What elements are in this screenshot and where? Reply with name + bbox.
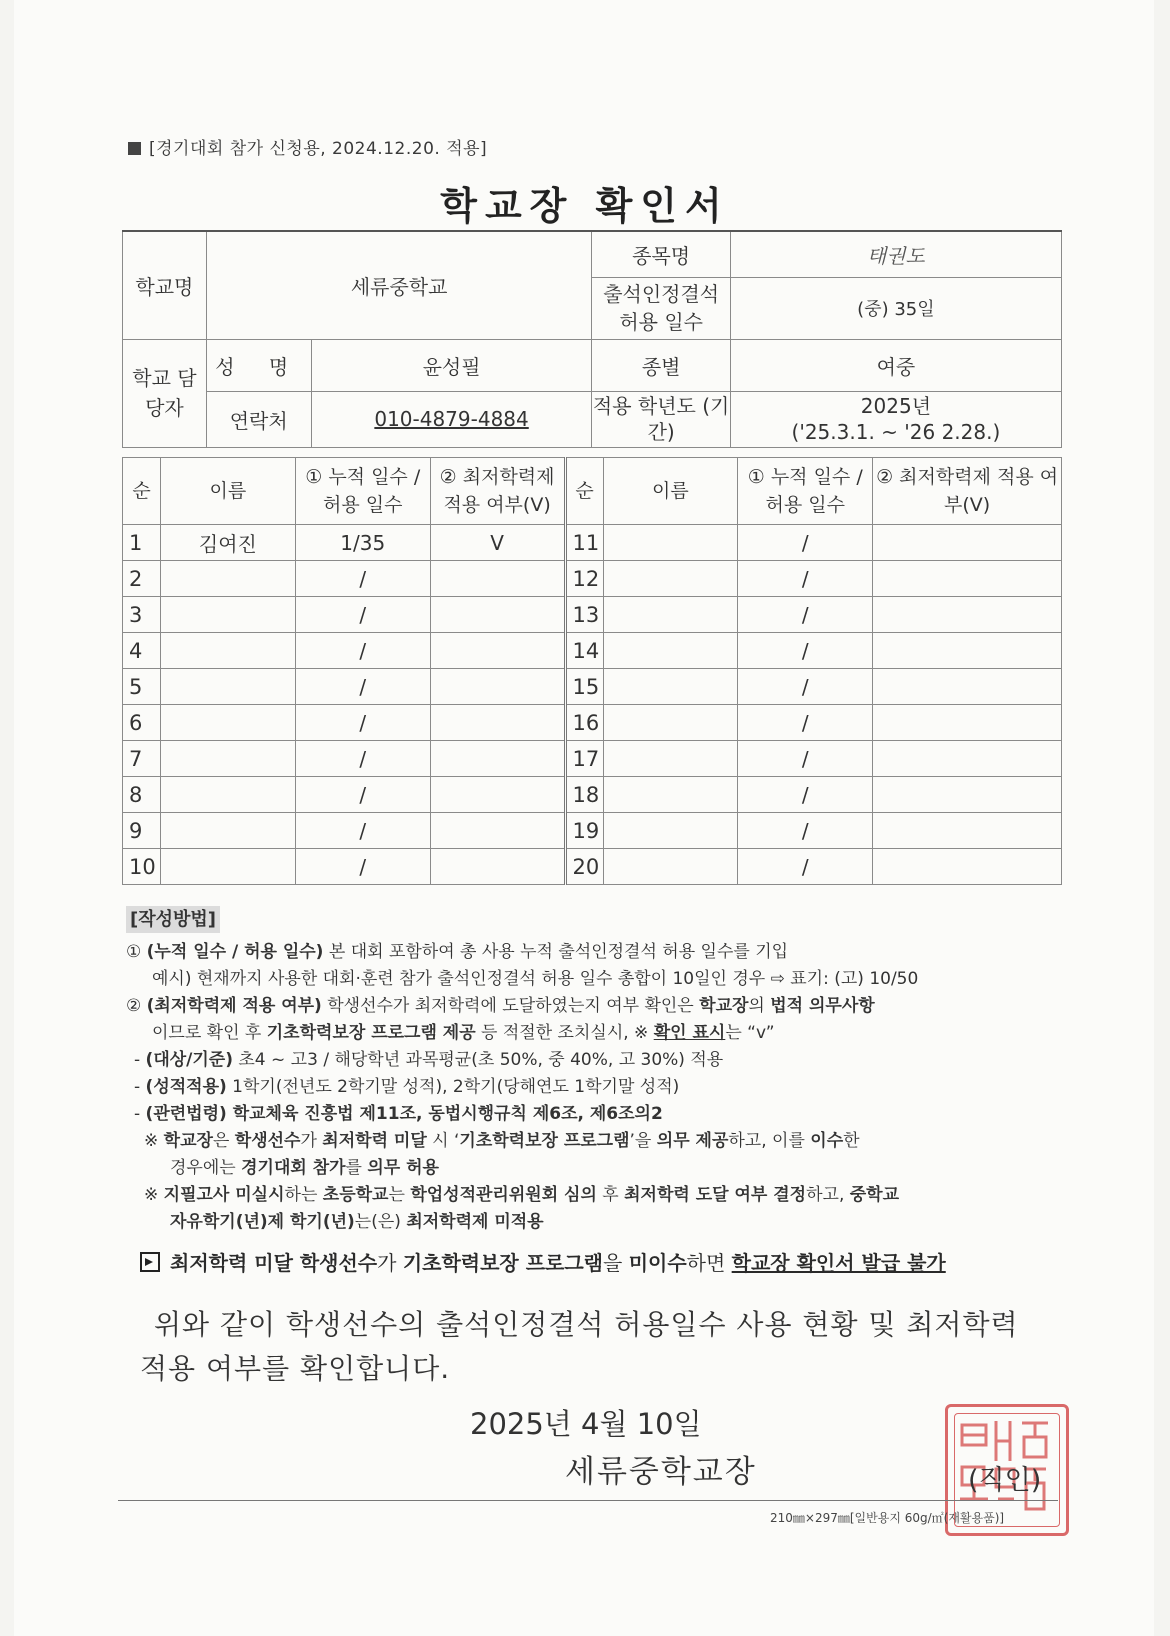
days-cell: /: [295, 849, 430, 885]
contact-value: 010-4879-4884: [311, 391, 592, 447]
row-number: 10: [123, 849, 161, 885]
days-cell: /: [295, 741, 430, 777]
arrow-box-icon: [140, 1252, 160, 1272]
guide-line-3: ② (최저학력제 적용 여부) 학생선수가 최저학력에 도달하였는지 여부 확인은 학교장의 법적 의무사항: [126, 996, 875, 1016]
row-number: 16: [565, 705, 603, 741]
table-row: [123, 741, 1062, 777]
guide-line-6: - (성적적용) 1학기(전년도 2학기말 성적), 2학기(당해연도 1학기말 성적): [134, 1077, 680, 1097]
guide-line-1: ① (누적 일수 / 허용 일수) 본 대회 포함하여 총 사용 누적 출석인정결석 허용 일수를 기입: [126, 942, 789, 962]
student-name-cell: [160, 597, 295, 633]
days-cell: /: [738, 813, 873, 849]
manager-label: 학교 담당자: [123, 339, 207, 447]
col-name-header: 이름: [160, 458, 295, 525]
days-cell: /: [738, 597, 873, 633]
min-achievement-cell: [873, 741, 1062, 777]
days-cell: /: [738, 633, 873, 669]
allow-days-label: 출석인정결석 허용 일수: [592, 277, 730, 339]
sport-label: 종목명: [592, 231, 730, 277]
square-bullet-icon: [128, 142, 141, 155]
col-days-header: ① 누적 일수 / 허용 일수: [738, 458, 873, 525]
guide-line-5: - (대상/기준) 초4 ~ 고3 / 해당학년 과목평균(초 50%, 중 40%, 고 30%) 적용: [134, 1050, 724, 1070]
row-number: 3: [123, 597, 161, 633]
guide-line-2: 예시) 현재까지 사용한 대회·훈련 참가 출석인정결석 허용 일수 총합이 10일인 경우 ⇨ 표기: (고) 10/50: [152, 969, 919, 989]
table-row: [123, 669, 1062, 705]
paper-spec-footnote: 210㎜×297㎜[일반용지 60g/㎡(재활용품)]: [770, 1511, 1005, 1525]
form-category-tag: [경기대회 참가 신청용, 2024.12.20. 적용]: [128, 134, 487, 159]
row-number: 1: [123, 525, 161, 561]
table-row: [123, 777, 1062, 813]
student-name-cell: [603, 777, 738, 813]
col-min-header: ② 최저학력제 적용 여부(V): [873, 458, 1062, 525]
row-number: 2: [123, 561, 161, 597]
row-number: 6: [123, 705, 161, 741]
min-achievement-cell: [873, 669, 1062, 705]
student-name-cell: [603, 705, 738, 741]
student-name-cell: [160, 777, 295, 813]
days-cell: /: [295, 633, 430, 669]
guide-line-9: 경우에는 경기대회 참가를 의무 허용: [170, 1158, 439, 1178]
min-achievement-cell: [430, 705, 565, 741]
col-min-header: ② 최저학력제 적용 여부(V): [430, 458, 565, 525]
table-row: [123, 705, 1062, 741]
manager-name-label: 성 명: [206, 339, 311, 391]
confirmation-statement: 위와 같이 학생선수의 출석인정결석 허용일수 사용 현황 및 최저학력 적용 여부를 확인합니다.: [140, 1308, 1019, 1385]
days-cell: /: [295, 561, 430, 597]
row-number: 20: [565, 849, 603, 885]
student-list-table: [122, 457, 1062, 885]
days-cell: /: [738, 777, 873, 813]
min-achievement-cell: [430, 741, 565, 777]
student-name-cell: [160, 633, 295, 669]
contact-label: 연락처: [206, 391, 311, 447]
student-name-cell: [160, 741, 295, 777]
important-notice: 최저학력 미달 학생선수가 기초학력보장 프로그램을 미이수하면 학교장 확인서 발급 불가: [140, 1247, 946, 1276]
table-row: [123, 597, 1062, 633]
days-cell: /: [295, 777, 430, 813]
days-cell: /: [295, 597, 430, 633]
student-name-cell: [603, 597, 738, 633]
days-cell: /: [738, 561, 873, 597]
school-name-label: 학교명: [123, 231, 207, 339]
min-achievement-cell: [873, 597, 1062, 633]
min-achievement-cell: [873, 849, 1062, 885]
col-no-header: 순: [123, 458, 161, 525]
days-cell: /: [295, 705, 430, 741]
student-name-cell: [603, 813, 738, 849]
col-name-header: 이름: [603, 458, 738, 525]
row-number: 12: [565, 561, 603, 597]
days-cell: /: [295, 669, 430, 705]
issue-date: 2025년 4월 10일: [470, 1407, 702, 1441]
days-cell: /: [738, 669, 873, 705]
student-name-cell: [603, 669, 738, 705]
row-number: 4: [123, 633, 161, 669]
days-cell: /: [738, 525, 873, 561]
min-achievement-cell: [873, 561, 1062, 597]
min-achievement-cell: [873, 633, 1062, 669]
min-achievement-cell: [873, 705, 1062, 741]
table-row: [123, 849, 1062, 885]
school-name-value: 세류중학교: [206, 231, 592, 339]
principal-title: 세류중학교장: [565, 1454, 757, 1490]
gender-label: 종별: [592, 339, 730, 391]
row-number: 17: [565, 741, 603, 777]
sport-value: 태권도: [730, 231, 1061, 277]
row-number: 8: [123, 777, 161, 813]
col-days-header: ① 누적 일수 / 허용 일수: [295, 458, 430, 525]
days-cell: /: [738, 705, 873, 741]
student-name-cell: [603, 741, 738, 777]
student-name-cell: [603, 633, 738, 669]
min-achievement-cell: [430, 849, 565, 885]
min-achievement-cell: [430, 813, 565, 849]
days-cell: /: [295, 813, 430, 849]
guide-line-11: 자유학기(년)제 학기(년)는(은) 최저학력제 미적용: [170, 1212, 544, 1232]
row-number: 9: [123, 813, 161, 849]
student-name-cell: [603, 525, 738, 561]
student-name-cell: [603, 561, 738, 597]
student-name-cell: [160, 813, 295, 849]
min-achievement-cell: [873, 813, 1062, 849]
min-achievement-cell: [430, 777, 565, 813]
manager-name-value: 윤성필: [311, 339, 592, 391]
row-number: 14: [565, 633, 603, 669]
student-name-cell: [160, 669, 295, 705]
seal-label: (직인): [968, 1465, 1042, 1496]
table-row: [123, 525, 1062, 561]
bottom-divider: [118, 1500, 1058, 1501]
student-name-cell: [603, 849, 738, 885]
guide-title: [작성방법]: [126, 906, 220, 933]
school-info-table: [122, 230, 1062, 448]
days-cell: 1/35: [295, 525, 430, 561]
min-achievement-cell: [430, 597, 565, 633]
table-row: [123, 561, 1062, 597]
allow-days-value: (중) 35일: [730, 277, 1061, 339]
apply-year-value: 2025년 ('25.3.1. ~ '26 2.28.): [730, 391, 1061, 447]
writing-guide: [126, 906, 1056, 1236]
student-name-cell: [160, 705, 295, 741]
document-title: 학교장 확인서: [440, 184, 730, 228]
row-number: 11: [565, 525, 603, 561]
table-row: [123, 633, 1062, 669]
min-achievement-cell: [873, 777, 1062, 813]
gender-value: 여중: [730, 339, 1061, 391]
days-cell: /: [738, 849, 873, 885]
guide-line-4: 이므로 확인 후 기초학력보장 프로그램 제공 등 적절한 조치실시, ※ 확인 표시는 “v”: [152, 1023, 775, 1043]
row-number: 18: [565, 777, 603, 813]
student-name-cell: 김여진: [160, 525, 295, 561]
guide-line-10: ※ 지필고사 미실시하는 초등학교는 학업성적관리위원회 심의 후 최저학력 도달 여부 결정하고, 중학교: [144, 1185, 900, 1205]
row-number: 13: [565, 597, 603, 633]
min-achievement-cell: [430, 561, 565, 597]
apply-year-label: 적용 학년도 (기간): [592, 391, 730, 447]
student-name-cell: [160, 561, 295, 597]
min-achievement-cell: V: [430, 525, 565, 561]
days-cell: /: [738, 741, 873, 777]
min-achievement-cell: [873, 525, 1062, 561]
min-achievement-cell: [430, 633, 565, 669]
student-name-cell: [160, 849, 295, 885]
row-number: 5: [123, 669, 161, 705]
table-header-row: [123, 458, 1062, 525]
row-number: 7: [123, 741, 161, 777]
min-achievement-cell: [430, 669, 565, 705]
row-number: 19: [565, 813, 603, 849]
guide-line-8: ※ 학교장은 학생선수가 최저학력 미달 시 ‘기초학력보장 프로그램’을 의무 제공하고, 이를 이수한: [144, 1131, 860, 1151]
table-row: [123, 813, 1062, 849]
guide-line-7: - (관련법령) 학교체육 진흥법 제11조, 동법시행규칙 제6조, 제6조의2: [134, 1104, 663, 1124]
row-number: 15: [565, 669, 603, 705]
col-no-header: 순: [565, 458, 603, 525]
